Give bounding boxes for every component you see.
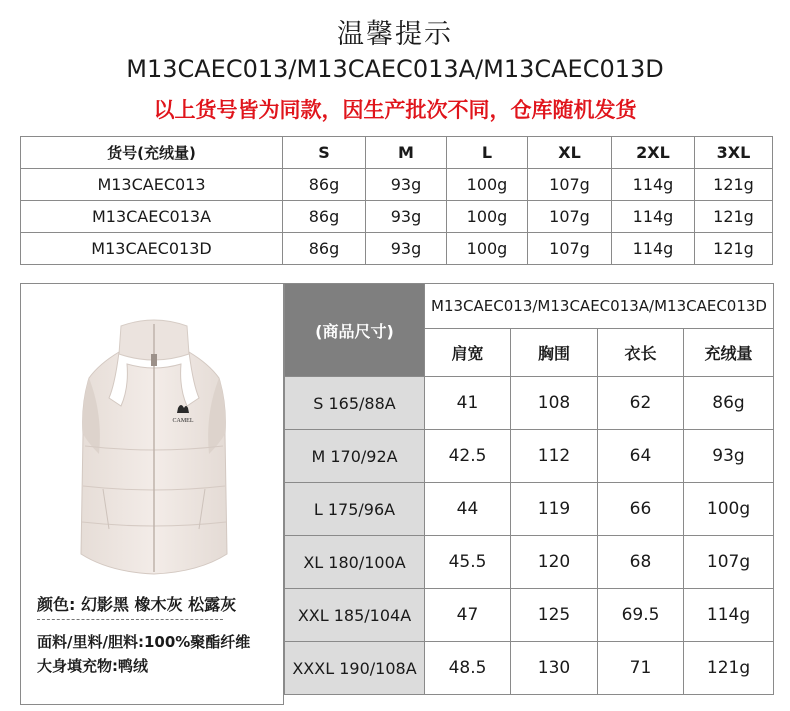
fill-cell: 107g (528, 233, 612, 265)
spec-header: (商品尺寸) (285, 284, 425, 377)
size-label: S 165/88A (285, 377, 425, 430)
fill-cell: 121g (695, 201, 773, 233)
column-header: 充绒量 (684, 329, 774, 377)
column-header: 衣长 (598, 329, 684, 377)
measure-cell: 125 (511, 589, 598, 642)
fill-weight-table (20, 136, 773, 265)
measure-cell: 69.5 (598, 589, 684, 642)
table-row (21, 169, 773, 201)
table-row (285, 642, 774, 695)
table-row (285, 377, 774, 430)
measure-cell: 100g (684, 483, 774, 536)
measure-cell: 114g (684, 589, 774, 642)
fill-cell: 100g (447, 233, 528, 265)
measure-cell: 62 (598, 377, 684, 430)
measure-cell: 48.5 (425, 642, 511, 695)
product-card (20, 283, 284, 705)
header-size: M (366, 137, 447, 169)
table-row (285, 536, 774, 589)
header-size: 2XL (612, 137, 695, 169)
table-row (21, 233, 773, 265)
measure-cell: 47 (425, 589, 511, 642)
table-row (21, 201, 773, 233)
fill-cell: 100g (447, 201, 528, 233)
header-code: 货号(充绒量) (21, 137, 283, 169)
size-chart-table (284, 283, 774, 695)
svg-text:CAMEL: CAMEL (172, 418, 194, 424)
fill-cell: 121g (695, 233, 773, 265)
fill-cell: 86g (283, 201, 366, 233)
table-row (285, 589, 774, 642)
measure-cell: 44 (425, 483, 511, 536)
table-header-row (285, 284, 774, 329)
table-row (285, 430, 774, 483)
size-label: XL 180/100A (285, 536, 425, 589)
measure-cell: 66 (598, 483, 684, 536)
measure-cell: 71 (598, 642, 684, 695)
header-size: 3XL (695, 137, 773, 169)
header-size: L (447, 137, 528, 169)
measure-cell: 108 (511, 377, 598, 430)
measure-cell: 93g (684, 430, 774, 483)
divider (37, 619, 223, 620)
measure-cell: 68 (598, 536, 684, 589)
filling-info: 大身填充物:鸭绒 (37, 657, 148, 675)
measure-cell: 45.5 (425, 536, 511, 589)
shipping-notice: 以上货号皆为同款，因生产批次不同，仓库随机发货 (153, 98, 637, 122)
measure-cell: 41 (425, 377, 511, 430)
vest-image (69, 314, 239, 582)
size-label: XXXL 190/108A (285, 642, 425, 695)
size-label: XXL 185/104A (285, 589, 425, 642)
header-size: S (283, 137, 366, 169)
size-label: L 175/96A (285, 483, 425, 536)
row-code: M13CAEC013A (21, 201, 283, 233)
measure-cell: 107g (684, 536, 774, 589)
page-title: 温馨提示 (337, 19, 453, 50)
measure-cell: 121g (684, 642, 774, 695)
table-header-row (21, 137, 773, 169)
table-row (285, 483, 774, 536)
measure-cell: 130 (511, 642, 598, 695)
fill-cell: 107g (528, 169, 612, 201)
fill-cell: 100g (447, 169, 528, 201)
fill-cell: 107g (528, 201, 612, 233)
measure-cell: 64 (598, 430, 684, 483)
row-code: M13CAEC013D (21, 233, 283, 265)
size-label: M 170/92A (285, 430, 425, 483)
fill-cell: 93g (366, 201, 447, 233)
fill-cell: 114g (612, 201, 695, 233)
measure-cell: 119 (511, 483, 598, 536)
measure-cell: 112 (511, 430, 598, 483)
spec-codes: M13CAEC013/M13CAEC013A/M13CAEC013D (425, 284, 774, 329)
column-header: 胸围 (511, 329, 598, 377)
product-codes: M13CAEC013/M13CAEC013A/M13CAEC013D (126, 55, 664, 83)
row-code: M13CAEC013 (21, 169, 283, 201)
column-header: 肩宽 (425, 329, 511, 377)
fill-cell: 93g (366, 169, 447, 201)
fill-cell: 121g (695, 169, 773, 201)
fill-cell: 93g (366, 233, 447, 265)
fill-cell: 86g (283, 169, 366, 201)
fill-cell: 114g (612, 233, 695, 265)
material-info: 面料/里料/胆料:100%聚酯纤维 (37, 633, 251, 651)
measure-cell: 86g (684, 377, 774, 430)
color-options: 颜色: 幻影黑 橡木灰 松露灰 (37, 595, 237, 614)
measure-cell: 42.5 (425, 430, 511, 483)
header-size: XL (528, 137, 612, 169)
fill-cell: 114g (612, 169, 695, 201)
fill-cell: 86g (283, 233, 366, 265)
measure-cell: 120 (511, 536, 598, 589)
